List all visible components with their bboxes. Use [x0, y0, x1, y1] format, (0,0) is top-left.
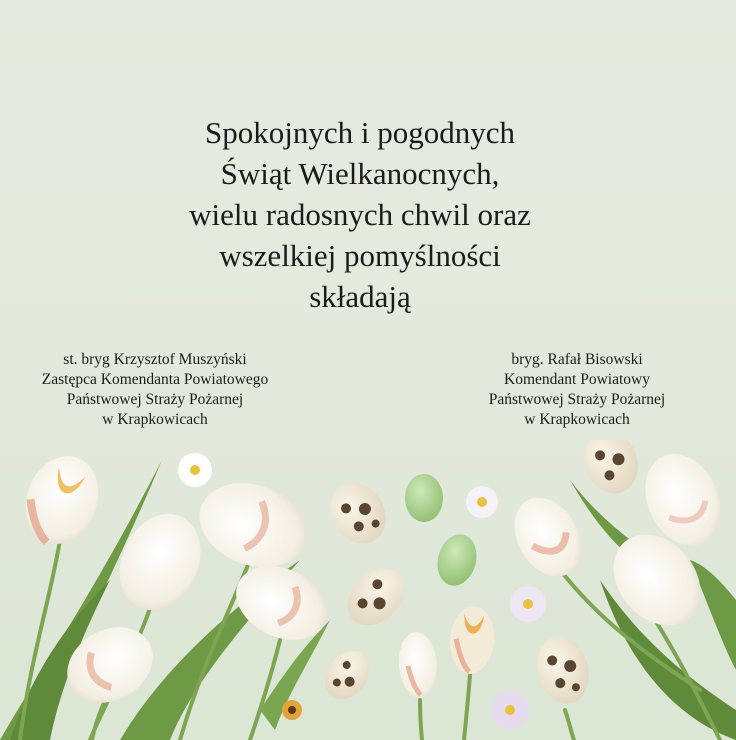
greeting-line: Spokojnych i pogodnych — [205, 115, 515, 150]
signature-place: w Krapkowicach — [524, 411, 630, 428]
egg-spotted — [576, 440, 647, 501]
tulip — [447, 604, 497, 676]
daisy — [282, 700, 302, 720]
daisy — [510, 586, 546, 622]
signature-right — [440, 350, 714, 430]
tulip — [188, 469, 319, 582]
signature-org: Państwowej Straży Pożarnej — [66, 391, 244, 408]
signature-org: Państwowej Straży Pożarnej — [488, 391, 666, 408]
egg-green — [405, 474, 443, 522]
greeting-line: wszelkiej pomyślności — [219, 238, 501, 273]
tulip — [104, 501, 215, 624]
egg-spotted — [319, 472, 396, 553]
egg-green — [432, 530, 482, 590]
signature-name: bryg. Rafał Bisowski — [511, 351, 643, 368]
tulip — [396, 630, 440, 699]
greeting-line: składają — [309, 279, 411, 314]
signature-name: st. bryg Krzysztof Muszyński — [63, 351, 247, 368]
greeting-line: wielu radosnych chwil oraz — [189, 197, 531, 232]
tulips-and-eggs-illustration — [0, 440, 736, 740]
greeting-text — [100, 112, 620, 317]
daisy — [466, 486, 498, 518]
daisy — [491, 691, 529, 729]
signature-left — [10, 350, 300, 430]
tulip — [224, 552, 340, 654]
greeting-line: Świąt Wielkanocnych, — [220, 156, 500, 191]
signature-place: w Krapkowicach — [102, 411, 208, 428]
tulip — [501, 486, 595, 589]
tulip — [14, 446, 111, 555]
egg-spotted — [336, 557, 415, 636]
signature-title: Zastępca Komendanta Powiatowego — [41, 371, 269, 388]
egg-spotted — [316, 642, 379, 708]
signature-title: Komendant Powiatowy — [504, 371, 650, 388]
egg-spotted — [530, 631, 596, 710]
daisy — [178, 453, 212, 487]
